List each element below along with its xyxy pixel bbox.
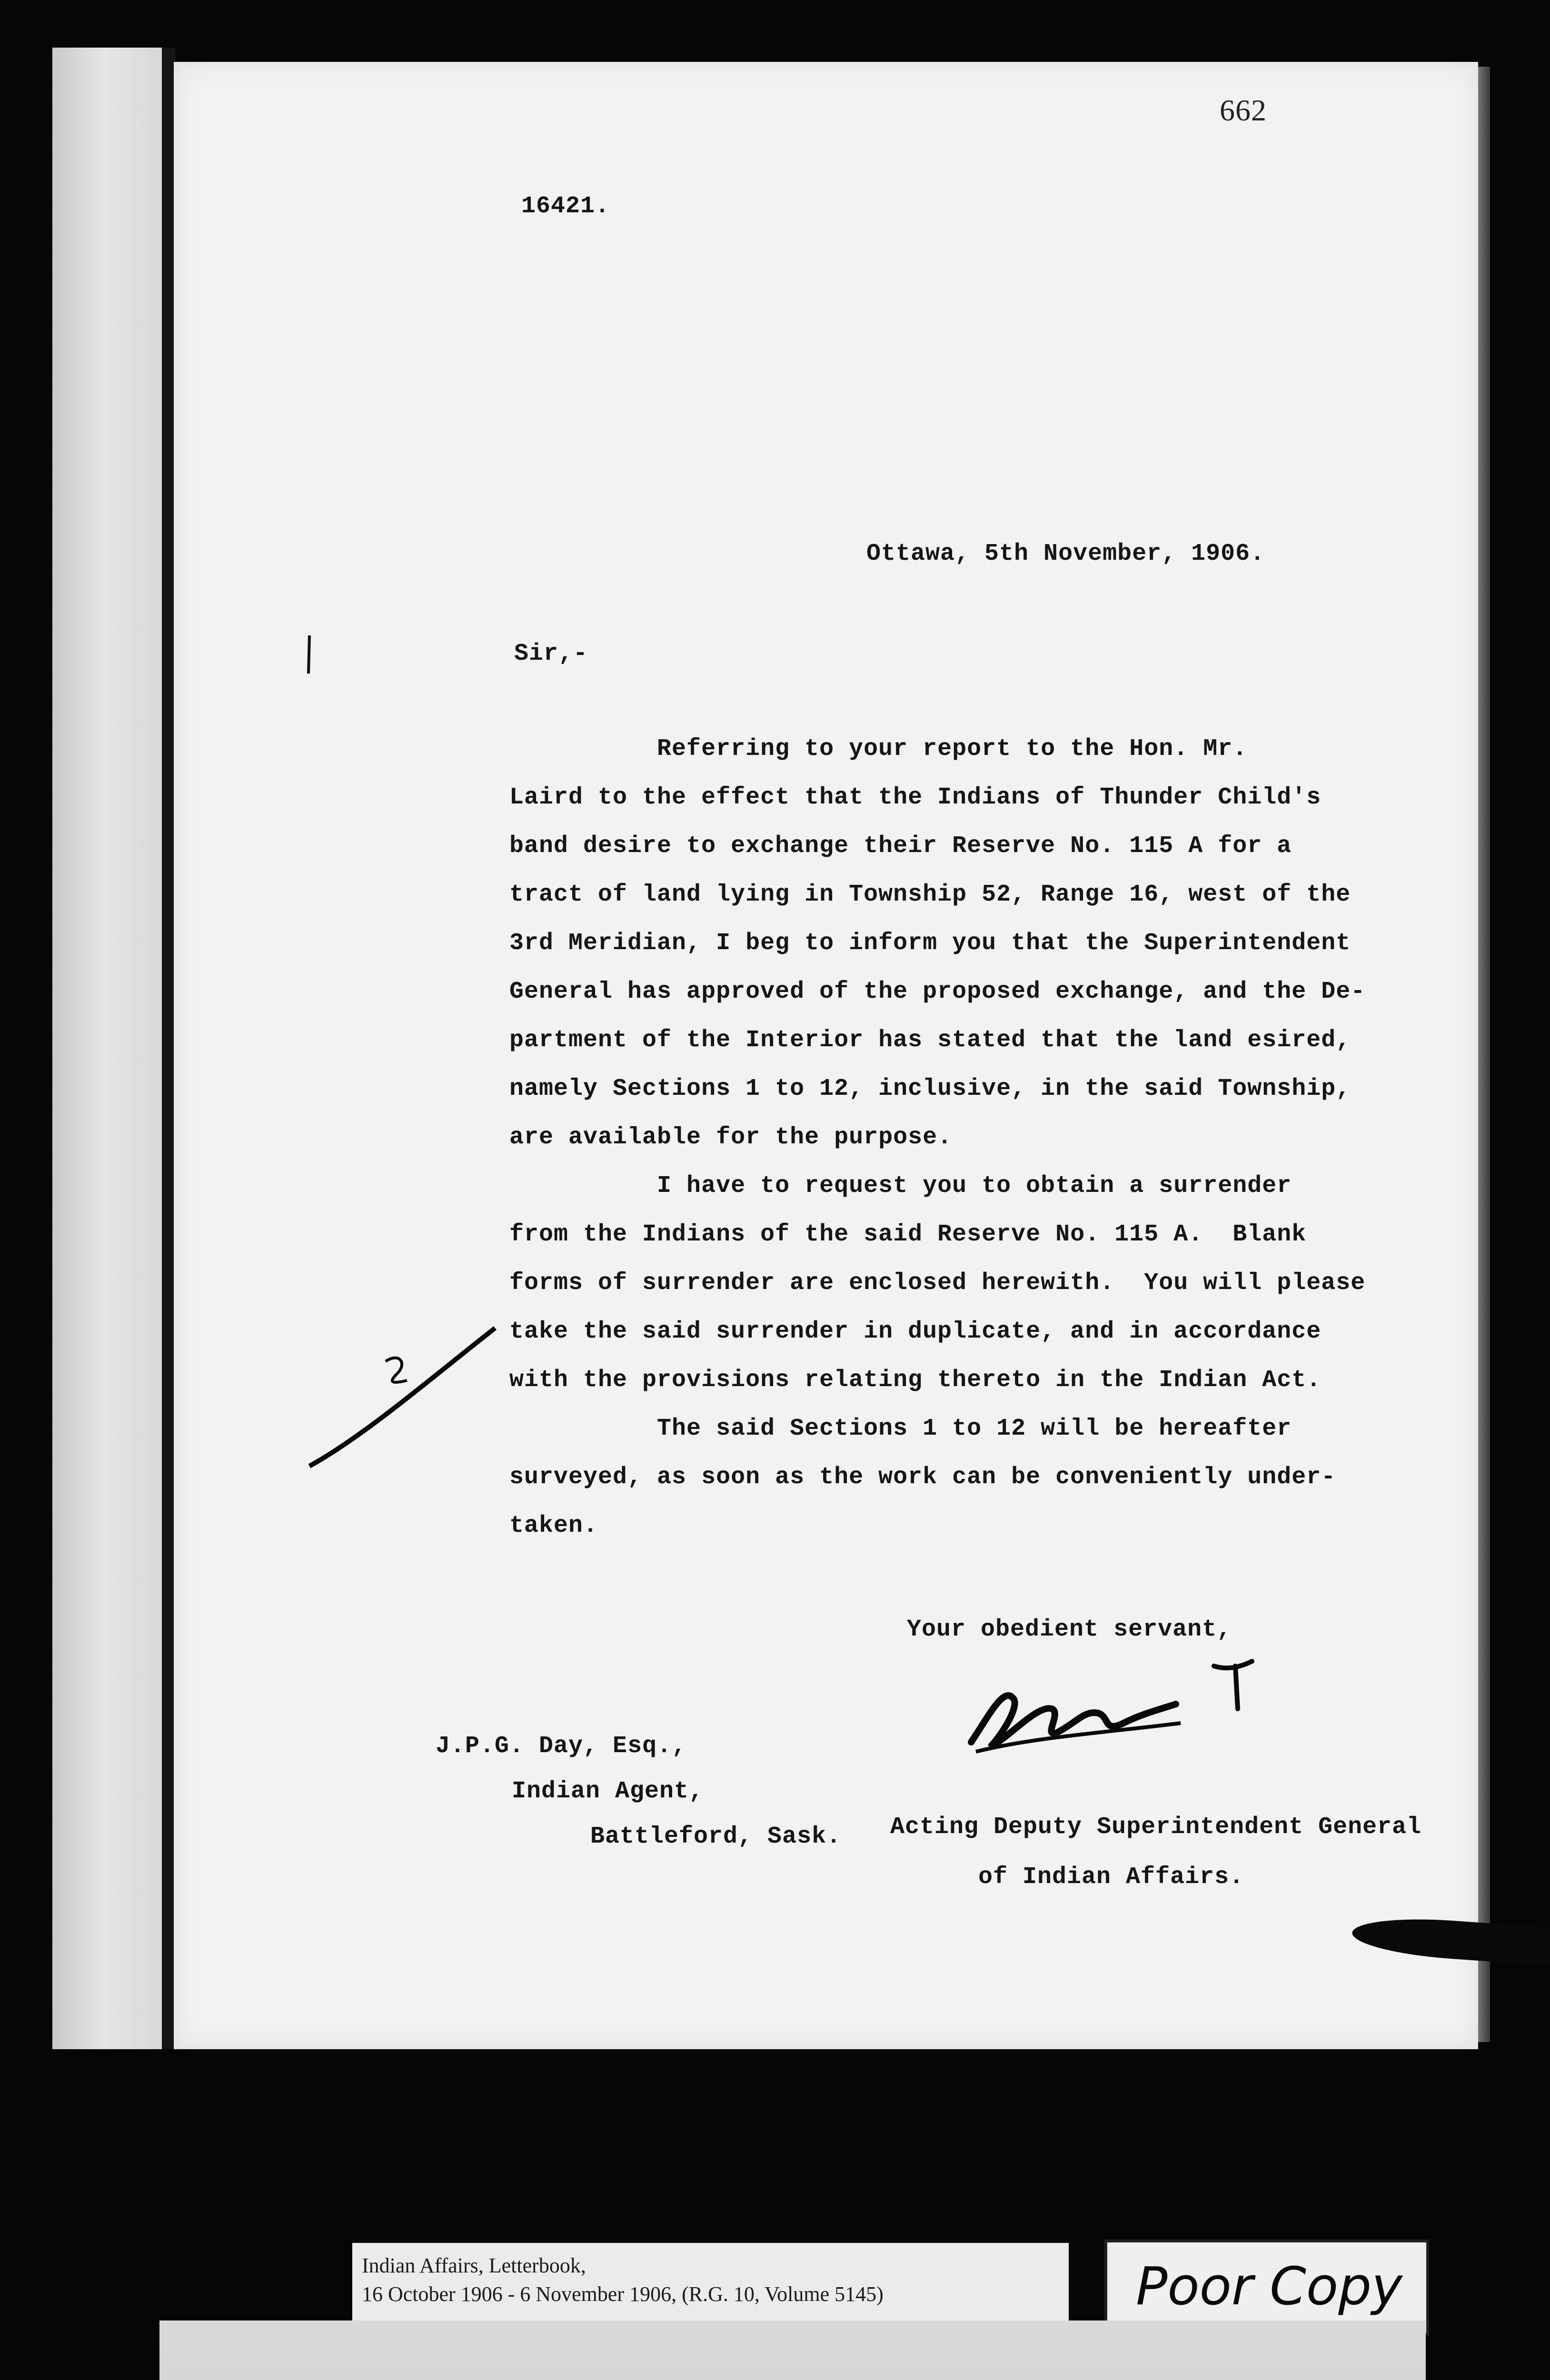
- body-line: 3rd Meridian, I beg to inform you that the Superintendent: [509, 930, 1351, 957]
- body-line: take the said surrender in duplicate, and in accordance: [509, 1318, 1321, 1345]
- salutation: Sir,-: [514, 640, 588, 667]
- page-number: 662: [1220, 93, 1267, 127]
- body-line: with the provisions relating thereto in the Indian Act.: [509, 1367, 1321, 1394]
- source-label-line-1: Indian Affairs, Letterbook,: [362, 2254, 586, 2277]
- book-left-edge: [52, 48, 169, 2049]
- body-line: partment of the Interior has stated that the land esired,: [509, 1027, 1351, 1054]
- addressee-location: Battleford, Sask.: [590, 1823, 842, 1850]
- body-line: Referring to your report to the Hon. Mr.: [509, 735, 1248, 763]
- body-line: band desire to exchange their Reserve No. 115 A for a: [509, 833, 1292, 860]
- body-line: Laird to the effect that the Indians of Thunder Child's: [509, 784, 1321, 811]
- margin-annotation-mark: [305, 1323, 505, 1476]
- body-line: from the Indians of the said Reserve No. 115 A. Blank: [509, 1221, 1307, 1248]
- body-line: surveyed, as soon as the work can be conveniently under-: [509, 1464, 1336, 1491]
- signature: [962, 1656, 1257, 1780]
- body-line: General has approved of the proposed exchange, and the De-: [509, 978, 1366, 1005]
- body-line: are available for the purpose.: [509, 1124, 953, 1151]
- source-label: [352, 2243, 1069, 2328]
- quality-note: Poor Copy: [1136, 2256, 1403, 2317]
- addressee-name: J.P.G. Day, Esq.,: [436, 1733, 687, 1760]
- letter-page: [174, 62, 1478, 2049]
- body-line: tract of land lying in Township 52, Range 16, west of the: [509, 881, 1351, 908]
- book-gutter: [162, 48, 175, 2049]
- signatory-title-line-2: of Indian Affairs.: [978, 1864, 1244, 1891]
- source-label-line-2: 16 October 1906 - 6 November 1906, (R.G. 10, Volume 5145): [362, 2282, 884, 2306]
- addressee-title: Indian Agent,: [512, 1778, 704, 1805]
- body-line: I have to request you to obtain a surrender: [509, 1172, 1292, 1200]
- body-line: The said Sections 1 to 12 will be hereafter: [509, 1415, 1292, 1442]
- file-number: 16421.: [521, 193, 610, 220]
- archives-banner: [159, 2320, 1426, 2380]
- closing: Your obedient servant,: [907, 1616, 1232, 1643]
- body-line: forms of surrender are enclosed herewith. You will please: [509, 1269, 1366, 1297]
- body-line: namely Sections 1 to 12, inclusive, in the said Township,: [509, 1075, 1351, 1102]
- body-line: taken.: [509, 1512, 598, 1539]
- letter-date: Ottawa, 5th November, 1906.: [866, 540, 1265, 567]
- margin-tick-mark: [305, 633, 314, 676]
- signatory-title-line-1: Acting Deputy Superintendent General: [890, 1814, 1422, 1841]
